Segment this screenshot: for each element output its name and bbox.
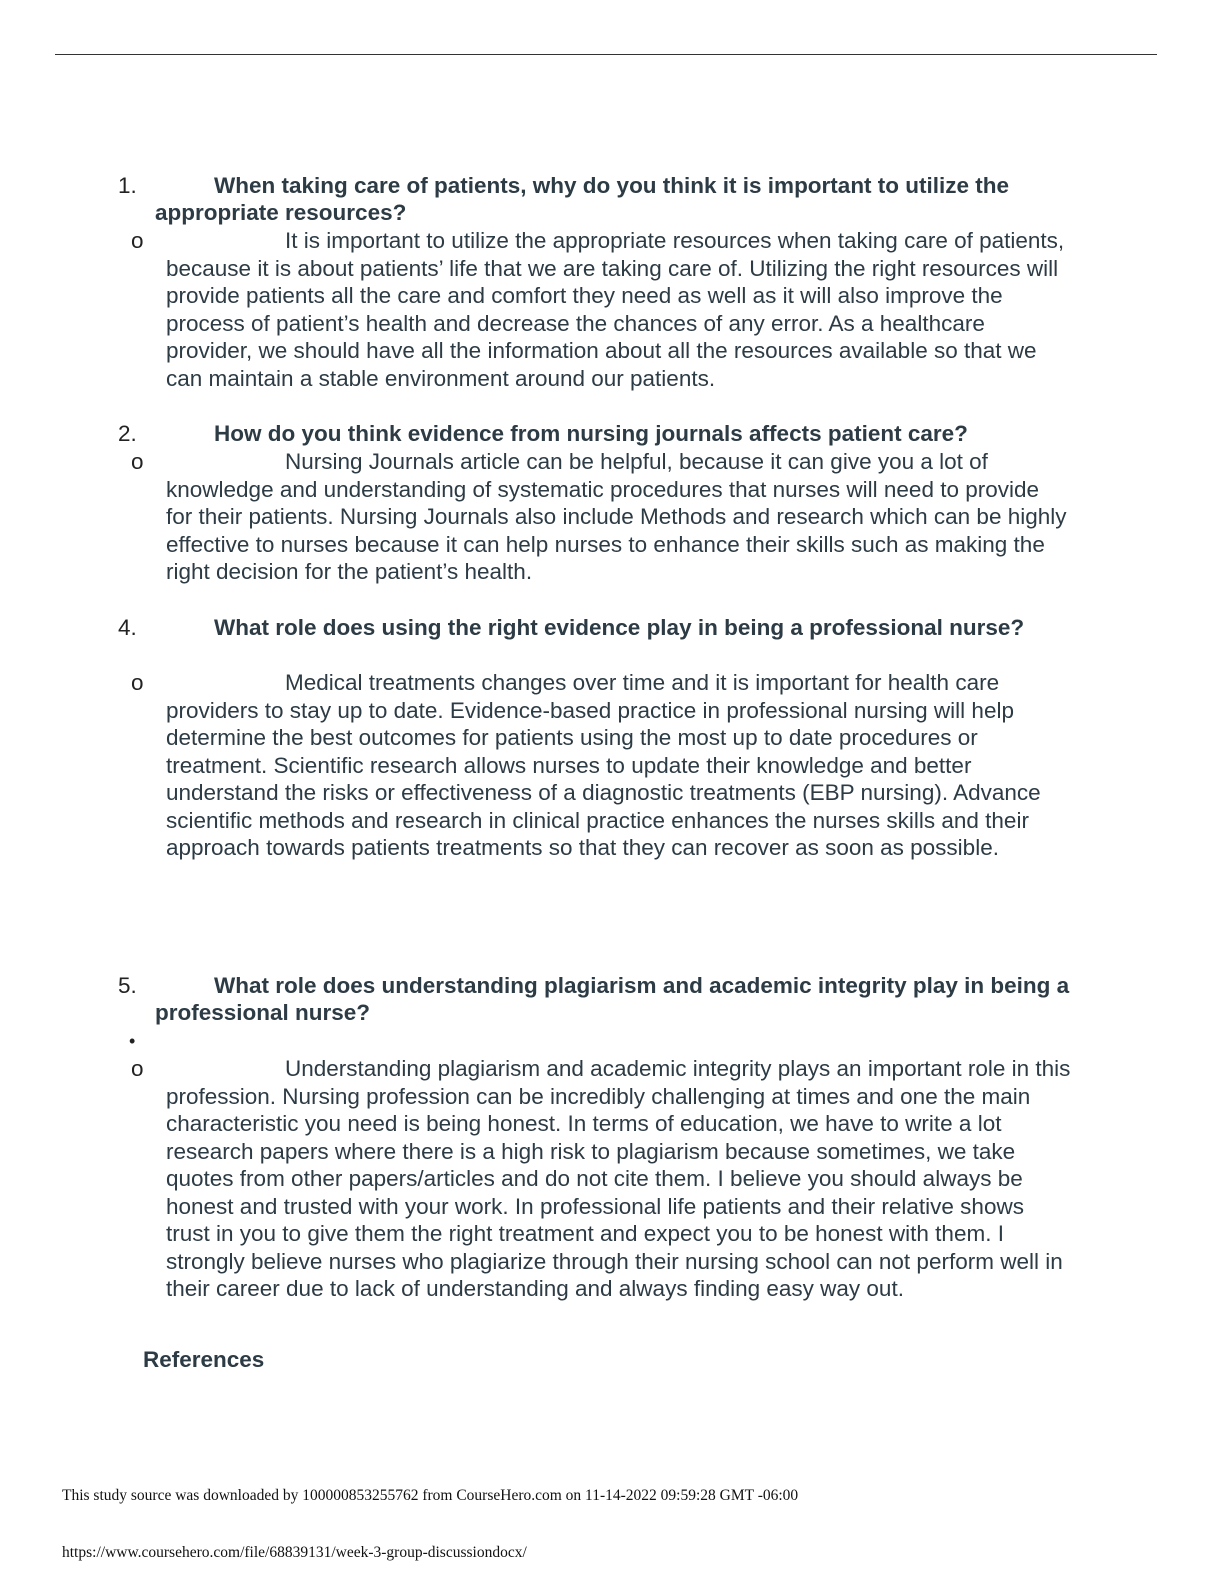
answer-1 [131,227,1071,392]
question-text: What role does understanding plagiarism and academic integrity play in being a professional nurse? [155,973,1070,1025]
question-4 [118,614,1078,641]
answer-text: Understanding plagiarism and academic integrity plays an important role in this profession. Nursing profession can be incredibly challenging at times and one the main characteristic you need is being honest. In terms of education, we have to write a lot research papers where there is a high risk to plagiarism because sometimes, we take quotes from other papers/articles and do not cite them. I believe you should always be honest and trusted with your work. In professional life patients and their relative shows trust in you to give them the right treatment and expect you to be honest with them. I strongly believe nurses who plagiarize through their nursing school can not perform well in their career due to lack of understanding and always finding easy way out. [166,1056,1071,1301]
answer-text: Nursing Journals article can be helpful, because it can give you a lot of knowledge and understanding of systematic procedures that nurses will need to provide for their patients. Nursing Journals also include Methods and research which can be highly effective to nurses because it can help nurses to enhance their skills such as making the right decision for the patient’s health. [166,449,1067,584]
question-1 [118,172,1078,226]
question-text: How do you think evidence from nursing journals affects patient care? [214,421,968,446]
answer-bullet: o [131,670,144,695]
references-heading: References [143,1347,265,1372]
question-number: 4. [118,615,137,640]
empty-bullet: • [129,1031,136,1051]
question-number: 5. [118,973,137,998]
question-text: What role does using the right evidence play in being a professional nurse? [214,615,1025,640]
question-5 [118,972,1078,1026]
answer-bullet: o [131,228,144,253]
question-number: 1. [118,173,137,198]
footer-source-line: This study source was downloaded by 100000853255762 from CourseHero.com on 11-14-2022 09:59:28 GMT -06:00 [62,1487,799,1504]
answer-text: Medical treatments changes over time and it is important for health care providers to stay up to date. Evidence-based practice in professional nursing will help determine the best outcomes for patients using the most up to date procedures or treatment. Scientific research allows nurses to update their knowledge and better understand the risks or effectiveness of a diagnostic treatments (EBP nursing). Advance scientific methods and research in clinical practice enhances the nurses skills and their approach towards patients treatments so that they can recover as soon as possible. [166,670,1041,860]
question-text: When taking care of patients, why do you think it is important to utilize the appropriate resources? [155,173,1010,225]
answer-4 [131,669,1071,862]
footer-url[interactable]: https://www.coursehero.com/file/68839131/week-3-group-discussiondocx/ [62,1544,527,1561]
answer-text: It is important to utilize the appropriate resources when taking care of patients, because it is about patients’ life that we are taking care of. Utilizing the right resources will provide patients all the care and comfort they need as well as it will also improve the process of patient’s health and decrease the chances of any error. As a healthcare provider, we should have all the information about all the resources available so that we can maintain a stable environment around our patients. [166,228,1065,391]
answer-5 [131,1055,1071,1303]
answer-2 [131,448,1071,586]
answer-bullet: o [131,1056,144,1081]
header-rule [55,54,1157,55]
question-2 [118,420,1078,447]
answer-bullet: o [131,449,144,474]
question-number: 2. [118,421,137,446]
